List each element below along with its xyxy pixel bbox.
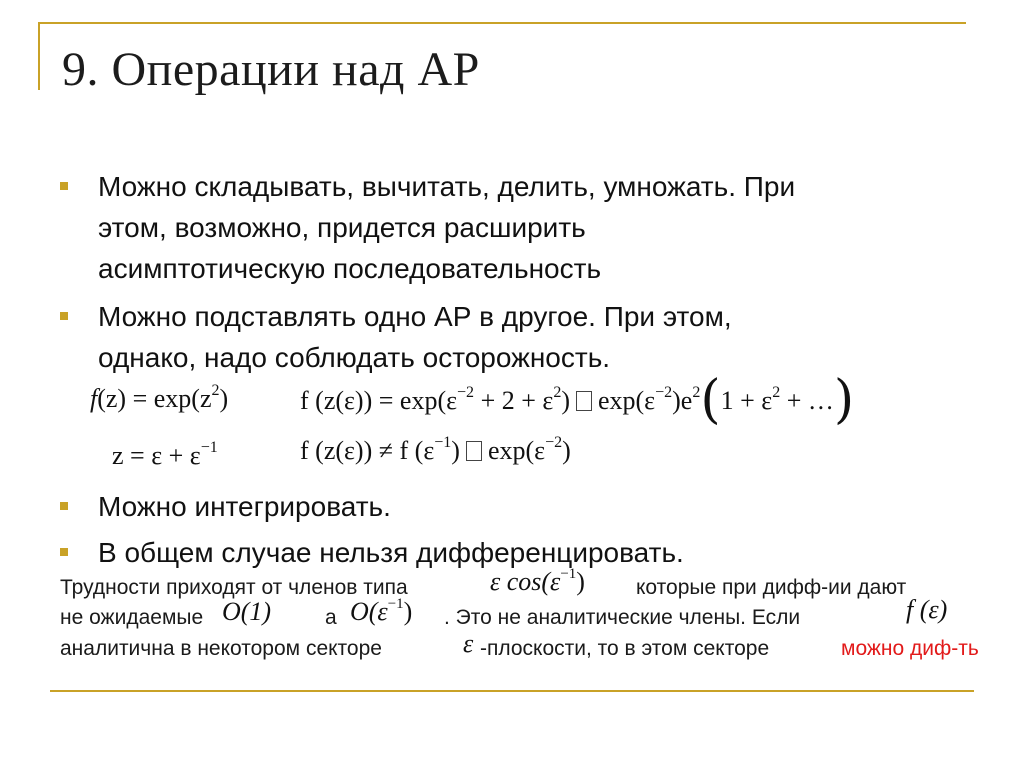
subst1-part-g: + … bbox=[780, 386, 834, 415]
note-line-3-start: аналитична в некотором секторе bbox=[60, 637, 382, 660]
formula-f-exponent: 2 bbox=[211, 382, 220, 399]
note-o1: O(1) bbox=[222, 597, 272, 626]
subst1-sup-f: 2 bbox=[772, 384, 781, 401]
subst2-part-d: ) bbox=[562, 436, 571, 465]
note-line-2-a: а bbox=[325, 606, 337, 629]
note-f-eps-text: f (ε) bbox=[906, 595, 948, 624]
note-eps-cos-close: ) bbox=[576, 567, 585, 596]
bullet-2-line-1: Можно подставлять одно АР в другое. При этом, bbox=[98, 301, 732, 332]
subst2-part-a: f (z(ε)) ≠ f (ε bbox=[300, 436, 435, 465]
approx-symbol-box bbox=[576, 391, 592, 411]
decorative-bottom-rule bbox=[50, 690, 974, 692]
subst1-part-f: 1 + ε bbox=[720, 386, 773, 415]
subst1-sup-d: −2 bbox=[655, 384, 673, 401]
formula-f-argument: (z) = exp(z bbox=[97, 384, 212, 413]
note-line-3-middle: -плоскости, то в этом секторе bbox=[480, 637, 770, 660]
formula-z-definition bbox=[112, 441, 218, 471]
subst1-part-d: exp(ε bbox=[597, 386, 656, 415]
note-highlight: можно диф-ть bbox=[841, 637, 979, 660]
subst1-part-e: )e bbox=[672, 386, 693, 415]
bullet-3-text: Можно интегрировать. bbox=[98, 491, 391, 522]
formula-f-close: ) bbox=[219, 384, 229, 413]
bullet-1-line-1: Можно складывать, вычитать, делить, умножать. При bbox=[98, 171, 796, 202]
subst1-part-c: ) bbox=[561, 386, 570, 415]
note-line-1-end: которые при дифф-ии дают bbox=[636, 576, 907, 599]
note-eps-cos: ε cos(ε bbox=[490, 567, 561, 596]
subst1-part-b: + 2 + ε bbox=[474, 386, 554, 415]
note-line-2-start: не ожидаемые bbox=[60, 606, 204, 629]
subst1-sup-e: 2 bbox=[692, 384, 701, 401]
formula-substitution-inequality bbox=[300, 436, 571, 466]
note-epsilon-text: ε bbox=[463, 629, 474, 658]
note-line-1-start: Трудности приходят от членов типа bbox=[60, 576, 408, 599]
note-line-2-end: . Это не аналитические члены. Если bbox=[444, 606, 801, 629]
z-def-text: z = ε + ε bbox=[112, 441, 201, 470]
bullet-1-line-2: этом, возможно, придется расширить bbox=[98, 212, 586, 243]
note-f-eps bbox=[906, 595, 947, 625]
note-line-1-math bbox=[490, 567, 585, 597]
bullet-1-text bbox=[98, 166, 795, 289]
bullet-4-text: В общем случае нельзя дифференцировать. bbox=[98, 537, 684, 568]
subst1-sup-a: −2 bbox=[457, 384, 475, 401]
subst1-part-a: f (z(ε)) = exp(ε bbox=[300, 386, 458, 415]
note-eps-cos-exponent: −1 bbox=[560, 566, 577, 582]
subst1-sup-b: 2 bbox=[553, 384, 562, 401]
bullet-1-line-3: асимптотическую последовательность bbox=[98, 253, 602, 284]
bullet-marker bbox=[60, 548, 68, 556]
bullet-2-text bbox=[98, 296, 732, 378]
big-left-paren: ( bbox=[700, 370, 721, 430]
subst2-sup-a: −1 bbox=[434, 434, 452, 451]
note-big-o-one bbox=[222, 597, 271, 627]
formula-f-definition bbox=[90, 384, 228, 414]
note-o-eps-exponent: −1 bbox=[387, 596, 404, 612]
subst2-part-b: ) bbox=[451, 436, 460, 465]
subst2-sup-c: −2 bbox=[545, 434, 563, 451]
approx-symbol-box bbox=[466, 441, 482, 461]
note-big-o-eps bbox=[350, 597, 412, 627]
bullet-2-line-2: однако, надо соблюдать осторожность. bbox=[98, 342, 611, 373]
slide-title: 9. Операции над АР bbox=[62, 43, 480, 96]
bullet-marker bbox=[60, 502, 68, 510]
bullet-marker bbox=[60, 312, 68, 320]
z-def-exponent: −1 bbox=[200, 439, 218, 456]
bullet-marker bbox=[60, 182, 68, 190]
formula-f-symbol: f bbox=[90, 384, 98, 413]
note-epsilon-symbol bbox=[463, 629, 473, 659]
note-o-eps-close: ) bbox=[403, 597, 413, 626]
decorative-left-rule bbox=[38, 22, 40, 90]
decorative-top-rule bbox=[38, 22, 966, 24]
formula-substitution-expansion bbox=[300, 370, 854, 430]
subst2-part-c: exp(ε bbox=[487, 436, 546, 465]
note-o-eps: O(ε bbox=[350, 597, 388, 626]
big-right-paren: ) bbox=[833, 370, 855, 430]
